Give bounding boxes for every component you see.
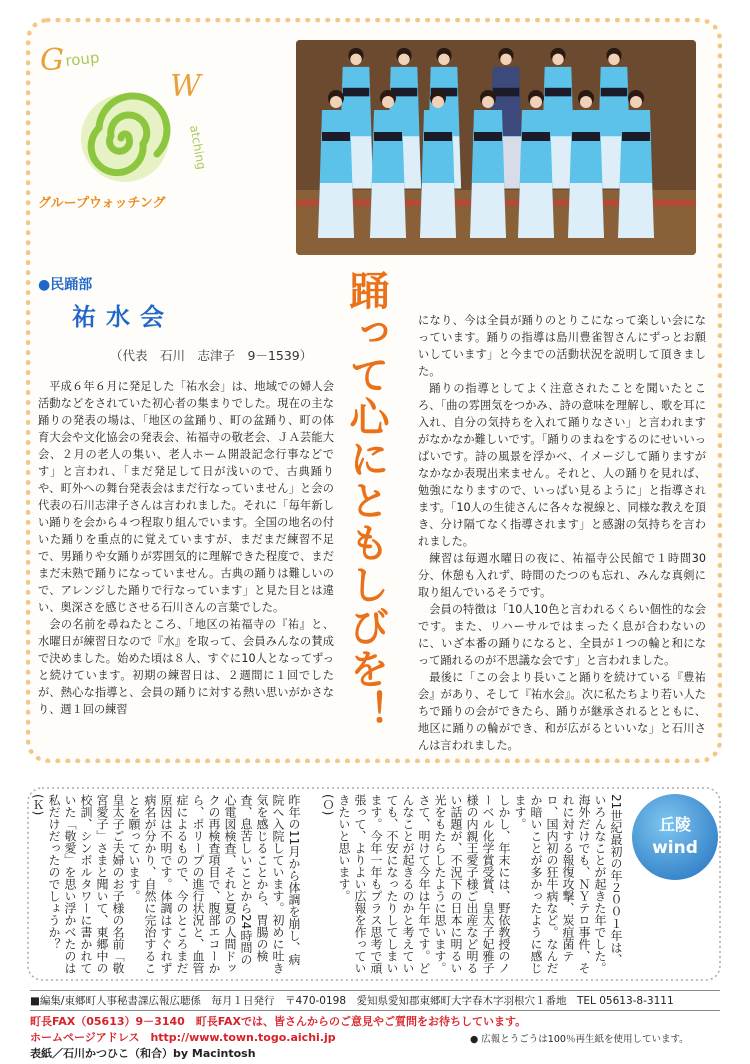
article-paragraph: 平成６年６月に発足した「祐水会」は、地域での婦人会活動などをされていた初心者の集まりでした。現在の主な踊りの発表の場は、「地区の盆踊り、町の盆踊り、町の体育大会や文化協会の発表会、祐福寺の敬老会、ＪＡ芸能大会、２月の老人の集い、老人ホーム開設記念行事などです」と言われ、「まだ発足して日が浅いので、古典踊りや、町外への舞台発表会はまだ行なっていません」と会の代表の石川志津子さんは言われました。それに「毎年新しい踊りを会から４つ程取り組んでいます。全国の地名の付いた踊りを重点的に覚えていますが、まだまだ練習不足で、男踊りや女踊りが雰囲気的に理解できた程度で、まだまだ未熟で踊りになっていません。古典の踊りは難しいので、アレンジした踊りで行なっています」と見た目とは違い、奥深さを感じさせる石川さんの言葉でした。: [38, 380, 334, 614]
column-badge-kanji: 丘陵: [658, 815, 691, 834]
logo-caption: グループウォッチング: [38, 196, 166, 211]
column-paragraph: さて、明けて今年は午年です。どんなことが起きるのかと考えていても、不安になったりしてしまいます。今年一年もプラス思考で頑張って、よりよい広報を作っていきたいと思います。: [337, 794, 431, 974]
article-paragraph: 会の名前を尋ねたところ、「地区の祐福寺の『祐』と、水曜日が練習日なので『水』を取って、会員みんなの賛成で決めました。始めた頃は８人、すぐに10人となってずっと続けています。初期の練習日は、２週間に１回でしたが、熱心な指導と、会員の踊りに対する熱い思いがかさなり、週１回の練習: [38, 618, 334, 716]
group-name-heading: 祐水会: [72, 303, 174, 331]
svg-text:G: G: [40, 43, 64, 78]
article-right-column: [418, 312, 706, 754]
article-left-column: [38, 378, 334, 718]
article-paragraph: 会員の特徴は「10人10色と言われるくらい個性的な会です。また、リハーサルではまったく息が合わないのに、いざ本番の踊りになると、全員が１つの輪と和になって踊れるのが不思議な会です」と言われました。: [418, 603, 706, 667]
column-badge: [632, 794, 718, 880]
column-paragraph: 21世紀最初の年２００１年は、いろんなことが起きた年でした。海外だけでも、ＮＹテロ事件、それに対する報復攻撃、炭疽菌テロ、国内初の狂牛病など。なんだか暗いことが多かったように感じます。: [513, 794, 623, 974]
footer-editor: ■編集/東郷町人事秘書課広報広聴係 毎月１日発行 〒470-0198 愛知県愛知郡東郷町大字春木字羽根穴１番地 TEL 05613-8-3111: [30, 995, 674, 1007]
column-text-k: [31, 794, 302, 974]
column-signature: (Ｋ): [31, 794, 45, 816]
article-title: 踊って心にともしびを！: [343, 270, 389, 732]
article-paragraph: 最後に「この会より長いこと踊りを続けている『豊祐会』があり、そして『祐水会』。次に私たちより若い人たちで踊りの会ができたら、踊りが継承されるとともに、地区に踊りの輪ができ、和が広がるといいな」と石川さんは言われました。: [418, 671, 706, 752]
footer-homepage-link[interactable]: ホームページアドレス http://www.town.togo.aichi.jp: [30, 1031, 336, 1044]
spiral-icon: [30, 26, 220, 216]
svg-text:roup: roup: [64, 48, 101, 70]
dancer-figure: [470, 90, 506, 238]
dancer-figure: [618, 90, 654, 238]
column-paragraph: 昨年の11月から体調を崩し、病院へ入院しています。初めに吐き気を感じることから、胃腸の検査、息苦しいことから24時間の心電図検査、それと夏の人間ドックの再検査項目で、腹部エコーから、ポリープの進行状況と、血管症によるもので、今のところまだ原因は不明です。体調はすぐれず病名が分かり、自然に完治することを願っています。: [127, 794, 301, 974]
dancer-figure: [518, 90, 554, 238]
column-badge-word: wind: [652, 838, 698, 858]
department-label: ●民踊部: [38, 277, 93, 293]
column-signature: (Ｏ): [321, 794, 335, 816]
column-paragraph: 皇太子ご夫婦のお子様の名前「敬宮愛子」さまと聞いて、東郷中の校訓、シンボルタワーに書かれていた「敬愛」を思い浮かべたのは私だけだったのでしょうか？: [47, 794, 125, 974]
dancer-figure: [420, 90, 456, 238]
footer-fax: 町長FAX（05613）9－3140 町長FAXでは、皆さんからのご意見やご質問をお待ちしています。: [30, 1015, 527, 1028]
footer-recycle-note: ● 広報とうごうは100％再生紙を使用しています。: [470, 1034, 689, 1045]
column-paragraph: しかし、年末には、野依教授のノーベル化学賞受賞、皇太子妃雅子様の内親王愛子様ご出産など明るい話題が、不況下の日本に明るい光をもたらしたように思います。: [433, 794, 511, 974]
representative-line: （代表 石川 志津子 9－1539）: [110, 348, 313, 363]
svg-text:atching: atching: [187, 124, 209, 171]
dancer-figure: [370, 90, 406, 238]
dancer-figure: [318, 90, 354, 238]
dancer-figure: [568, 90, 604, 238]
footer-cover-credit: 表紙／石川かつひこ（和合）by Macintosh: [30, 1047, 256, 1060]
article-paragraph: 踊りの指導としてよく注意されたことを聞いたところ、「曲の雰囲気をつかみ、詩の意味を理解し、歌を耳に入れ、自分の気持ちを入れて踊りなさい」と言われますがなかなか難しいです。「踊りのまねをするのにせいいっぱいです。詩の風景を浮かべ、イメージして踊りますがなかなか表現出来ません。それと、人の踊りを見れば、勉強になりますので、いっぱい見るように」と指導されます。「10人の生徒さんに各々な視線と、同様な教えを頂き、分け隔てなく指導されます」と感謝の気持ちを言われました。: [418, 382, 706, 548]
column-text-o: [310, 794, 624, 974]
group-watching-logo: [30, 26, 220, 216]
footer-rule: [30, 990, 720, 991]
group-photo: [296, 40, 696, 255]
article-paragraph: 練習は毎週水曜日の夜に、祐福寺公民館で１時間30分、休憩も入れず、時間のたつのも忘れ、みんな真剣に取り組んでいるそうです。: [418, 552, 706, 599]
svg-text:W: W: [170, 69, 201, 104]
article-paragraph: になり、今は全員が踊りのとりこになって楽しい会になっています。踊りの指導は島川豊雀智さんにずっとお願いしています」と今までの活動状況を説明して頂きました。: [418, 314, 706, 378]
footer-rule: [30, 1010, 720, 1011]
